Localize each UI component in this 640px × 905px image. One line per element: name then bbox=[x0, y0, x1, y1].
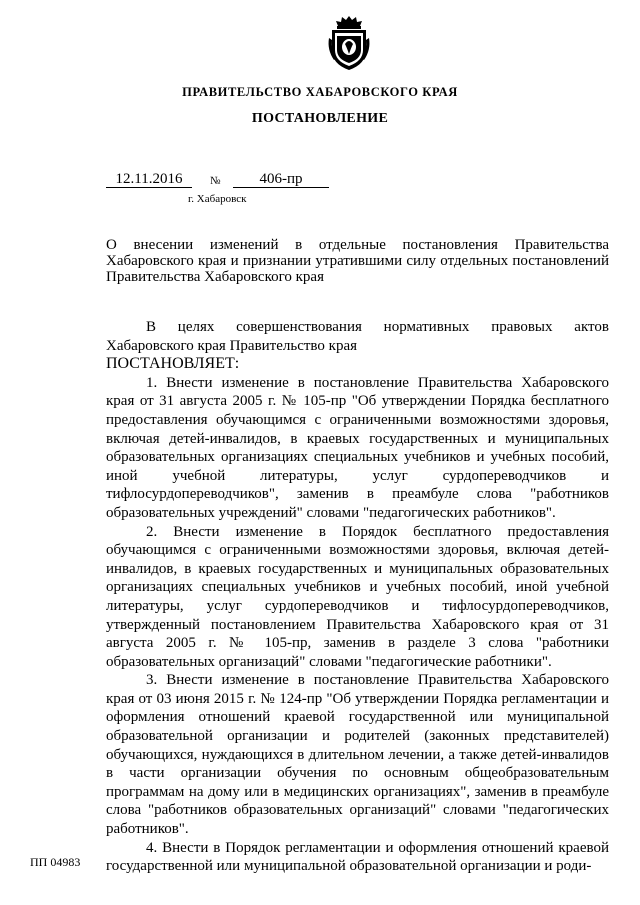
city-label: г. Хабаровск bbox=[188, 193, 247, 205]
date-underline bbox=[106, 187, 192, 188]
document-subject: О внесении изменений в отдельные постановления Правительства Хабаровского края и признании утратившими силу отдельных постановлений Правительства Хабаровского края bbox=[106, 237, 609, 285]
decree-word: ПОСТАНОВЛЯЕТ: bbox=[106, 355, 240, 373]
document-date: 12.11.2016 bbox=[115, 171, 183, 187]
government-title: ПРАВИТЕЛЬСТВО ХАБАРОВСКОГО КРАЯ bbox=[182, 85, 458, 99]
document-body bbox=[106, 318, 609, 876]
preamble-paragraph: В целях совершенствования нормативных правовых актов Хабаровского края Правительство края bbox=[106, 319, 609, 354]
footer-document-code: ПП 04983 bbox=[30, 855, 81, 869]
document-number: 406-пр bbox=[259, 171, 303, 187]
document-type: ПОСТАНОВЛЕНИЕ bbox=[251, 111, 389, 126]
decree-item-4: 4. Внести в Порядок регламентации и оформления отношений краевой государственной или муниципальной образовательной организации и роди- bbox=[106, 839, 609, 875]
coat-of-arms-emblem bbox=[326, 14, 372, 72]
number-sign: № bbox=[210, 175, 221, 187]
decree-item-2: 2. Внести изменение в Порядок бесплатного предоставления обучающимся с ограниченными возможностями здоровья, включая детей-инвалидов, в краевых государственных и муниципальных образовательных организациях специальных учебников и учебных пособий, иной учебной литературы, услуг сурдопереводчиков и тифлосурдопереводчиков, утвержденный постановлением Правительства Хабаровского края от 31 августа 2005 г. № 105-пр, заменив в разделе 3 слова "работники образовательных организаций" словами "педагогические работники". bbox=[106, 523, 609, 670]
decree-item-1: 1. Внести изменение в постановление Правительства Хабаровского края от 31 августа 2005 г. № 105-пр "Об утверждении Порядка бесплатного предоставления обучающимся с ограниченными возможностями здоровья, включая детей-инвалидов, в краевых государственных и муниципальных образовательных организациях специальных учебников и учебных пособий, иной учебной литературы, услуг сурдопереводчиков и тифлосурдопереводчиков", заменив в преамбуле слова "работников образовательных учреждений" словами "педагогических работников". bbox=[106, 374, 609, 521]
decree-item-3: 3. Внести изменение в постановление Правительства Хабаровского края от 03 июня 2015 г. № 124-пр "Об утверждении Порядка регламентации и оформления отношений краевой государственной или муниципальной образовательной организации и родителей (законных представителей) обучающихся, нуждающихся в длительном лечении, а также детей-инвалидов в части организации обучения по основным общеобразовательным программам на дому или в медицинских организациях", заменив в преамбуле слова "работников образовательных организаций" словами "педагогических работников". bbox=[106, 672, 609, 838]
number-underline bbox=[233, 187, 329, 188]
